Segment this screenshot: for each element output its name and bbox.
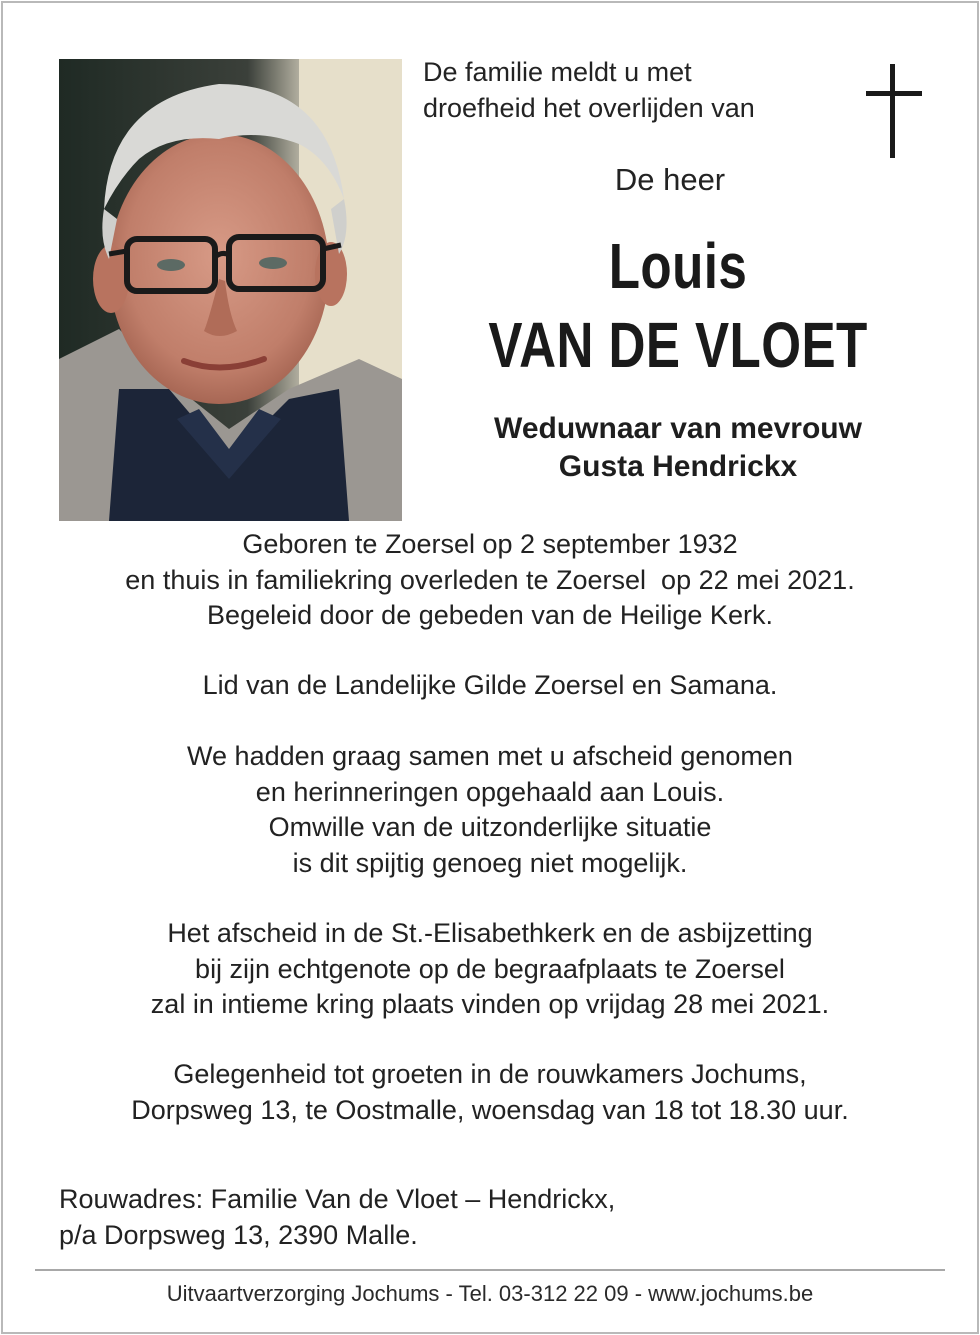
visitation-line: Dorpsweg 13, te Oostmalle, woensdag van 18 tot 18.30 uur. (131, 1094, 849, 1125)
intro-line: droefheid het overlijden van (423, 93, 755, 123)
birth-death-line: Geboren te Zoersel op 2 september 1932 (242, 529, 738, 559)
last-name: VAN DE VLOET (488, 309, 868, 381)
ceremony-line: zal in intieme kring plaats vinden op vrijdag 28 mei 2021. (150, 989, 830, 1019)
visitation-paragraph (0, 1057, 980, 1128)
portrait-photo (59, 59, 402, 521)
address-line: Rouwadres: Familie Van de Vloet – Hendrickx, (59, 1184, 616, 1214)
address-line: p/a Dorpsweg 13, 2390 Malle. (59, 1220, 418, 1250)
first-name: Louis (608, 230, 748, 302)
farewell-paragraph (0, 739, 980, 881)
ceremony-line: Het afscheid in de St.-Elisabethkerk en de asbijzetting (167, 918, 813, 948)
footer-divider (35, 1269, 945, 1271)
ceremony-line: bij zijn echtgenote op de begraafplaats te Zoersel (195, 953, 785, 984)
honorific: De heer (614, 162, 726, 197)
visitation-line: Gelegenheid tot groeten in de rouwkamers Jochums, (173, 1059, 807, 1089)
funeral-home-footer: Uitvaartverzorging Jochums - Tel. 03-312 22 09 - www.jochums.be (166, 1281, 814, 1306)
intro-text (423, 54, 755, 126)
portrait-illustration (59, 59, 402, 521)
mourning-address (59, 1181, 615, 1253)
membership-line: Lid van de Landelijke Gilde Zoersel en Samana. (202, 670, 778, 700)
birth-death-line: Begeleid door de gebeden van de Heilige Kerk. (207, 600, 773, 630)
farewell-line: Omwille van de uitzonderlijke situatie (268, 812, 712, 842)
cross-icon (866, 64, 922, 158)
farewell-line: en herinneringen opgehaald aan Louis. (255, 776, 725, 807)
birth-death-paragraph (0, 527, 980, 634)
farewell-line: We hadden graag samen met u afscheid genomen (187, 741, 793, 771)
widow-line: Weduwnaar van mevrouw (494, 412, 862, 445)
ceremony-paragraph (0, 916, 980, 1023)
farewell-line: is dit spijtig genoeg niet mogelijk. (292, 847, 688, 878)
membership-paragraph (0, 668, 980, 704)
birth-death-line: en thuis in familiekring overleden te Zoersel op 22 mei 2021. (125, 564, 855, 595)
intro-line: De familie meldt u met (423, 57, 692, 87)
widow-of (410, 410, 946, 486)
widow-line: Gusta Hendrickx (558, 450, 798, 483)
